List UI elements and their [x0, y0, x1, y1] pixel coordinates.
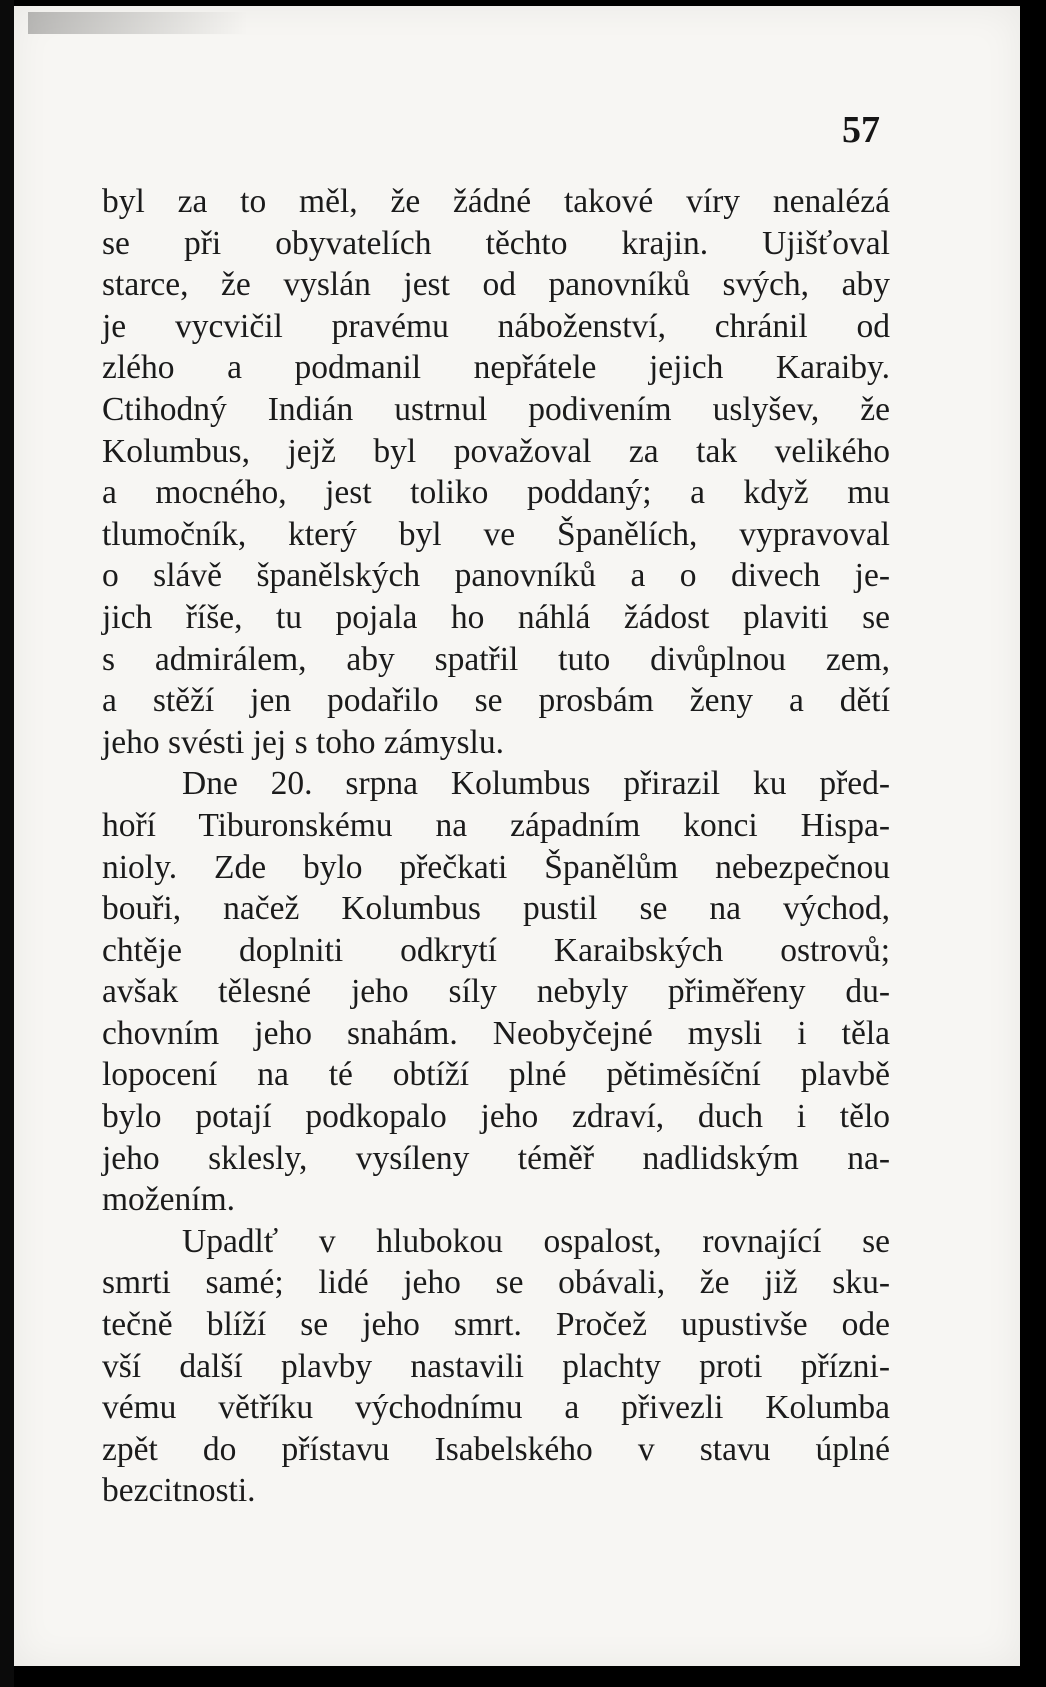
- text-line: smrti samé; lidé jeho se obávali, že již sku-: [102, 1264, 890, 1302]
- page-number: 57: [842, 109, 880, 151]
- text-line: lopocení na té obtíží plné pětiměsíční plavbě: [102, 1056, 890, 1094]
- scan-left-edge: [0, 0, 14, 1687]
- text-line: jeho svésti jej s toho zámyslu.: [102, 723, 504, 761]
- text-line: bylo potají podkopalo jeho zdraví, duch i tělo: [102, 1098, 890, 1136]
- text-line: nioly. Zde bylo přečkati Španělům nebezpečnou: [102, 848, 890, 886]
- text-line: a mocného, jest toliko poddaný; a když mu: [102, 474, 890, 512]
- text-line: vému větříku východnímu a přivezli Kolumba: [102, 1389, 890, 1427]
- text-line: a stěží jen podařilo se prosbám ženy a dětí: [102, 682, 890, 720]
- text-line: Upadlť v hlubokou ospalost, rovnající se: [182, 1222, 890, 1260]
- text-line: chtěje doplniti odkrytí Karaibských ostrovů;: [102, 931, 890, 969]
- text-line: vší další plavby nastavili plachty proti přízni-: [102, 1347, 890, 1385]
- text-line: zpět do přístavu Isabelského v stavu úplné: [102, 1430, 890, 1468]
- text-line: avšak tělesné jeho síly nebyly přiměřeny du-: [102, 973, 890, 1011]
- text-line: chovním jeho snahám. Neobyčejné mysli i těla: [102, 1014, 890, 1052]
- text-line: tlumočník, který byl ve Španělích, vypravoval: [102, 515, 890, 553]
- text-line: je vycvičil pravému náboženství, chránil od: [102, 307, 890, 345]
- text-line: bouři, načež Kolumbus pustil se na východ,: [102, 890, 890, 928]
- text-line: Dne 20. srpna Kolumbus přirazil ku před-: [182, 765, 890, 803]
- text-line: jich říše, tu pojala ho náhlá žádost plaviti se: [102, 598, 890, 636]
- text-line: bezcitnosti.: [102, 1472, 256, 1510]
- book-page: [14, 6, 1020, 1666]
- text-line: Kolumbus, jejž byl považoval za tak velikého: [102, 432, 890, 470]
- text-line: zlého a podmanil nepřátele jejich Karaiby.: [102, 349, 890, 387]
- text-line: jeho sklesly, vysíleny téměř nadlidským na-: [102, 1139, 890, 1177]
- text-line: se při obyvatelích těchto krajin. Ujišťoval: [102, 224, 890, 262]
- text-line: starce, že vyslán jest od panovníků svých, aby: [102, 266, 890, 304]
- text-line: o slávě španělských panovníků a o divech je-: [102, 557, 890, 595]
- text-line: možením.: [102, 1181, 236, 1219]
- body-text: [102, 181, 890, 1512]
- text-line: Ctihodný Indián ustrnul podivením uslyšev, že: [102, 390, 890, 428]
- text-line: tečně blíží se jeho smrt. Pročež upustivše ode: [102, 1306, 890, 1344]
- scan-artifact: [28, 12, 248, 34]
- text-line: hoří Tiburonskému na západním konci Hispa-: [102, 806, 890, 844]
- text-line: s admirálem, aby spatřil tuto divůplnou zem,: [102, 640, 890, 678]
- text-line: byl za to měl, že žádné takové víry nenalézá: [102, 183, 890, 220]
